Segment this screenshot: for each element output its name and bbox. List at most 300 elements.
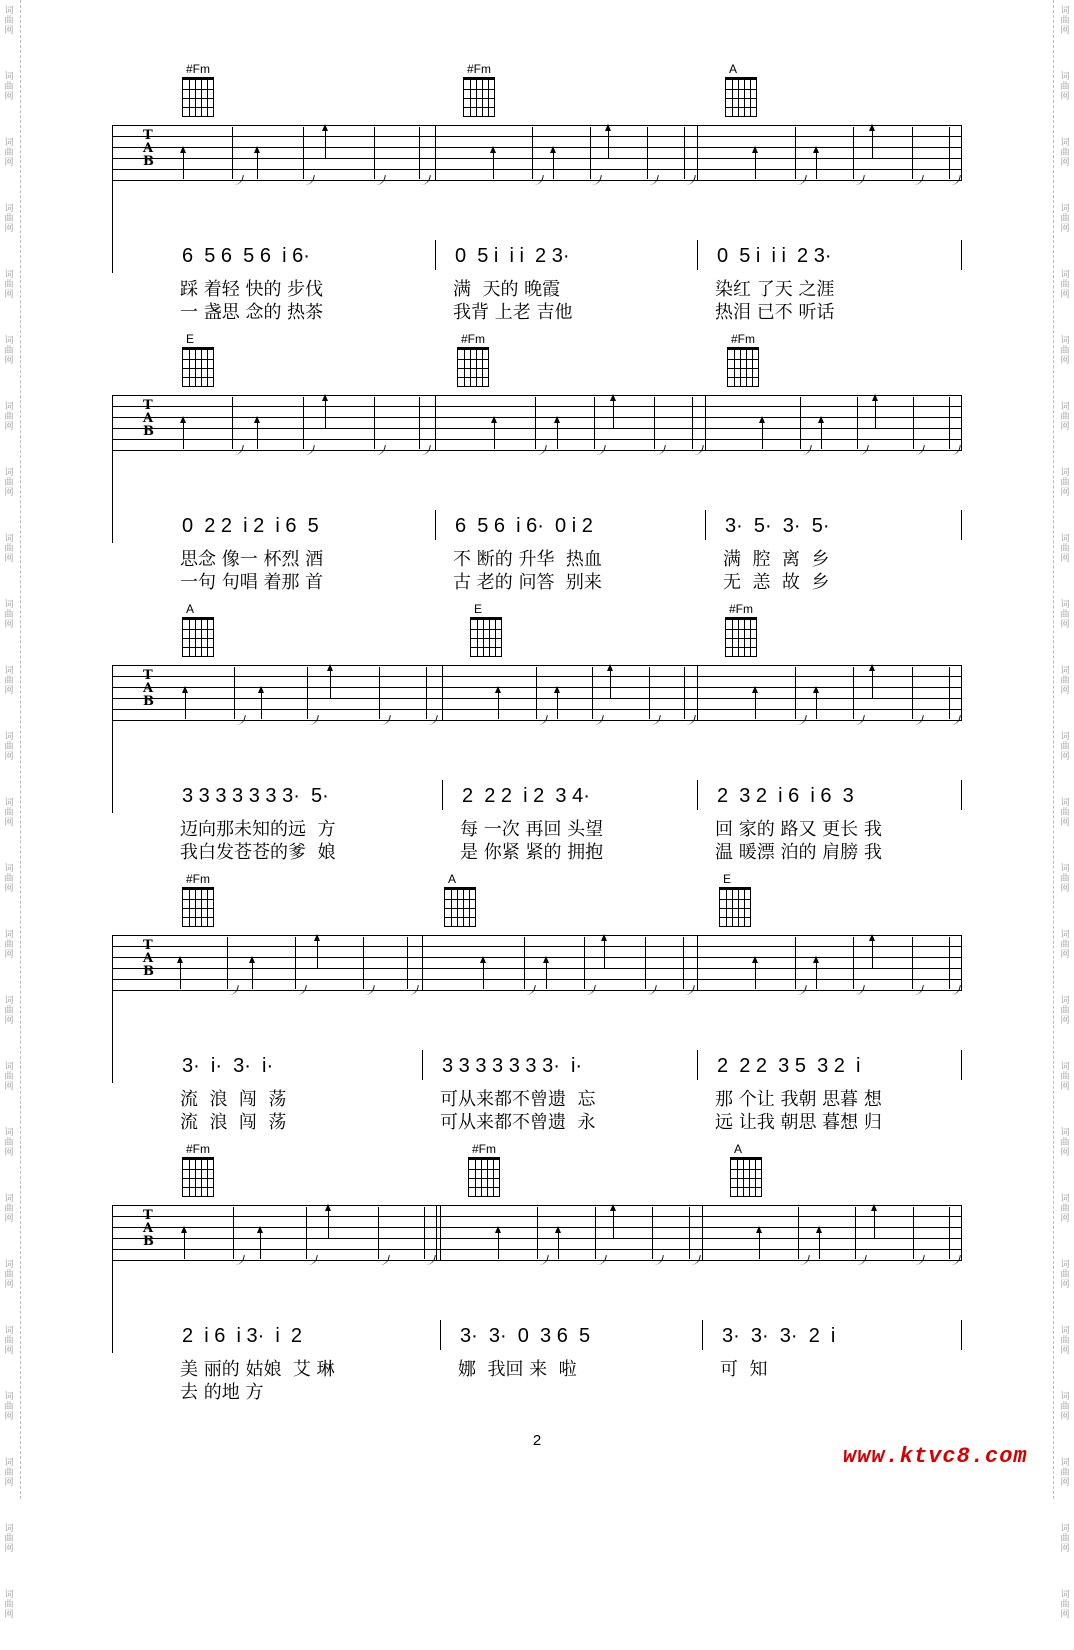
chord-name: A [734,1142,743,1156]
side-watermark-text: 词 曲 网 [4,732,14,762]
lyric-line-1: 那 个让 我朝 思暮 想 [715,1089,882,1110]
side-watermark-text: 词 曲 网 [4,138,14,168]
note-group: 0 5 i i i 2 3· [717,245,832,267]
lyric-line-1: 美 丽的 姑娘 艾 琳 [180,1359,335,1380]
lyric-line-2: 可从来都不曾遗 永 [440,1112,596,1133]
strum-down-note [590,127,591,179]
strum-down-note [949,1207,950,1259]
bar-line-end [961,935,962,990]
strum-down-note [692,397,693,449]
staff-line [112,169,962,170]
strum-up-arrow [604,935,605,969]
strum-up-arrow [819,1227,820,1259]
strum-down-note [594,397,595,449]
strum-down-note [233,1207,234,1259]
strum-up-arrow [872,665,873,699]
side-watermark-text: 词 曲 网 [4,1590,14,1620]
chord-grid [457,347,489,387]
chord-name: A [186,602,195,616]
lyric-line-1: 流 浪 闯 荡 [180,1089,287,1110]
strum-down-note [227,937,228,989]
staff-line [112,1205,962,1206]
bar-line [697,125,698,180]
staff-line [112,665,962,666]
note-group: 2 3 2 i 6 i 6 3 [717,785,854,807]
side-watermark-text: 词 曲 网 [1060,666,1070,696]
chord-grid [182,347,214,387]
tab-clef-letter: B [143,1234,154,1249]
left-dashed-border [20,0,21,1499]
strum-down-note [853,127,854,179]
right-watermark-strip [1058,0,1072,1650]
chord-name: #Fm [186,872,210,886]
strum-up-arrow [755,957,756,989]
side-watermark-text: 词 曲 网 [1060,996,1070,1026]
lyric-line-1: 每 一次 再回 头望 [460,819,604,840]
bar-line [697,935,698,990]
strum-down-note [949,397,950,449]
lyric-line-1: 思念 像一 杯烈 酒 [180,549,324,570]
strum-up-arrow [493,147,494,179]
strum-up-arrow [325,125,326,159]
strum-down-note [524,937,525,989]
bar-line-end [961,125,962,180]
numbered-notation [112,510,962,542]
right-dashed-border [1053,0,1054,1499]
side-watermark-text: 词 曲 网 [1060,732,1070,762]
note-group: 3 3 3 3 3 3 3· i· [442,1055,583,1077]
strum-up-arrow [180,957,181,989]
strum-down-note [295,937,296,989]
staff-line [112,439,962,440]
notation-bar-line [697,240,698,270]
site-logo: www.ktvc8.com [843,1444,1028,1469]
strum-up-arrow [872,125,873,159]
strum-up-arrow [184,1227,185,1259]
notation-bar-line-end [961,510,962,540]
strum-down-note [912,127,913,179]
notation-bar-line-end [961,1320,962,1350]
tab-staff [112,395,962,450]
notation-bar-line [697,1050,698,1080]
strum-down-note [307,667,308,719]
staff-line [112,990,962,991]
strum-down-note [374,397,375,449]
side-watermark-text: 词 曲 网 [4,1524,14,1554]
tab-clef-letter: B [143,964,154,979]
strum-up-arrow [257,147,258,179]
strum-down-note [536,667,537,719]
tab-clef-letter: T [143,1208,153,1223]
note-group: 2 i 6 i 3· i 2 [182,1325,303,1347]
side-watermark-text: 词 曲 网 [1060,864,1070,894]
strum-down-note [853,937,854,989]
chord-grid [719,887,751,927]
strum-down-note [407,937,408,989]
bar-line [422,935,423,990]
side-watermark-text: 词 曲 网 [1060,270,1070,300]
lyric-line-2: 古 老的 问答 别来 [453,572,602,593]
side-watermark-text: 词 曲 网 [1060,534,1070,564]
staff-line [112,935,962,936]
strum-down-note [689,1207,690,1259]
chord-name: E [474,602,483,616]
strum-down-note [853,667,854,719]
strum-down-note [949,127,950,179]
note-group: 6 5 6 i 6· 0 i 2 [455,515,593,537]
strum-up-arrow [557,417,558,449]
strum-down-note [684,667,685,719]
double-bar-line [436,1205,437,1260]
strum-down-note [684,127,685,179]
staff-line [112,968,962,969]
tab-clef-letter: T [143,938,153,953]
notation-bar-line [422,1050,423,1080]
notation-bar-line [435,240,436,270]
strum-up-arrow [183,417,184,449]
side-watermark-text: 词 曲 网 [4,270,14,300]
strum-up-arrow [759,1227,760,1259]
lyric-line-1: 迈向那未知的远 方 [180,819,336,840]
chord-name: E [723,872,732,886]
strum-up-arrow [328,1205,329,1239]
note-group: 2 2 2 i 2 3 4· [462,785,590,807]
strum-up-arrow [875,395,876,429]
side-watermark-text: 词 曲 网 [4,468,14,498]
lyric-line-1: 满 天的 晚霞 [453,279,561,300]
bar-line [442,665,443,720]
side-watermark-text: 词 曲 网 [1060,72,1070,102]
notation-bar-line [705,510,706,540]
note-group: 3· i· 3· i· [182,1055,274,1077]
bar-line [435,395,436,450]
notation-bar-line-end [961,240,962,270]
chord-grid [463,77,495,117]
strum-up-arrow [610,665,611,699]
note-group: 2 2 2 3 5 3 2 i [717,1055,861,1077]
lyric-line-1: 娜 我回 来 啦 [458,1359,577,1380]
numbered-notation [112,1320,962,1352]
strum-up-arrow [183,147,184,179]
side-watermark-text: 词 曲 网 [1060,1590,1070,1620]
side-watermark-text: 词 曲 网 [4,798,14,828]
side-watermark-text: 词 曲 网 [1060,1062,1070,1092]
staff-line [112,158,962,159]
strum-up-arrow [762,417,763,449]
side-watermark-text: 词 曲 网 [4,1194,14,1224]
note-group: 3· 5· 3· 5· [725,515,830,537]
strum-up-arrow [821,417,822,449]
side-watermark-text: 词 曲 网 [1060,6,1070,36]
side-watermark-text: 词 曲 网 [4,600,14,630]
side-watermark-text: 词 曲 网 [1060,336,1070,366]
side-watermark-text: 词 曲 网 [4,666,14,696]
lyric-line-2: 我白发苍苍的爹 娘 [180,842,336,863]
staff-line [112,417,962,418]
strum-up-arrow [816,687,817,719]
tab-clef-letter: B [143,154,154,169]
tab-staff [112,125,962,180]
strum-up-arrow [330,665,331,699]
strum-down-note [795,667,796,719]
bar-line [697,665,698,720]
strum-up-arrow [755,687,756,719]
chord-name: #Fm [729,602,753,616]
strum-up-arrow [494,417,495,449]
note-group: 0 2 2 i 2 i 6 5 [182,515,319,537]
chord-name: A [448,872,457,886]
strum-up-arrow [498,1227,499,1259]
notation-bar-line [440,1320,441,1350]
chord-grid [730,1157,762,1197]
side-watermark-text: 词 曲 网 [4,402,14,432]
lyric-line-2: 无 恙 故 乡 [723,572,830,593]
tab-clef-letter: T [143,128,153,143]
numbered-notation [112,240,962,272]
chord-name: #Fm [186,1142,210,1156]
strum-down-note [857,397,858,449]
note-group: 3· 3· 3· 2 i [722,1325,836,1347]
strum-up-arrow [755,147,756,179]
strum-up-arrow [546,957,547,989]
tab-clef-letter: A [143,681,154,696]
strum-down-note [306,1207,307,1259]
strum-down-note [800,397,801,449]
strum-up-arrow [483,957,484,989]
strum-up-arrow [816,957,817,989]
tab-clef-letter: A [143,1221,154,1236]
side-watermark-text: 词 曲 网 [1060,600,1070,630]
side-watermark-text: 词 曲 网 [1060,402,1070,432]
strum-up-arrow [317,935,318,969]
bar-line [705,395,706,450]
staff-line [112,406,962,407]
strum-down-note [795,127,796,179]
lyric-line-1: 回 家的 路又 更长 我 [715,819,882,840]
side-watermark-text: 词 曲 网 [4,1128,14,1158]
notation-bar-line-end [961,780,962,810]
lyric-line-2: 远 让我 朝思 暮想 归 [715,1112,882,1133]
strum-down-note [584,937,585,989]
lyric-line-2: 一句 句唱 着那 首 [180,572,324,593]
staff-line [112,428,962,429]
chord-name: #Fm [186,62,210,76]
side-watermark-text: 词 曲 网 [1060,1524,1070,1554]
tab-clef-letter: T [143,398,153,413]
strum-down-note [855,1207,856,1259]
lyric-line-1: 可 知 [720,1359,768,1380]
strum-up-arrow [325,395,326,429]
strum-up-arrow [874,1205,875,1239]
strum-up-arrow [553,147,554,179]
bar-line [702,1205,703,1260]
chord-grid [725,77,757,117]
lyric-line-2: 是 你紧 紧的 拥抱 [460,842,604,863]
chord-grid [727,347,759,387]
bar-line-end [961,665,962,720]
strum-down-note [949,937,950,989]
tab-clef-letter: A [143,141,154,156]
strum-down-note [798,1207,799,1259]
side-watermark-text: 词 曲 网 [4,534,14,564]
side-watermark-text: 词 曲 网 [1060,930,1070,960]
side-watermark-text: 词 曲 网 [4,204,14,234]
strum-down-note [234,667,235,719]
lyric-line-1: 不 断的 升华 热血 [453,549,602,570]
lyric-line-1: 染红 了天 之涯 [715,279,835,300]
lyric-line-2: 流 浪 闯 荡 [180,1112,287,1133]
side-watermark-text: 词 曲 网 [4,1326,14,1356]
numbered-notation [112,780,962,812]
side-watermark-text: 词 曲 网 [1060,1260,1070,1290]
strum-down-note [426,667,427,719]
notation-bar-line [702,1320,703,1350]
strum-down-note [378,1207,379,1259]
staff-line [112,957,962,958]
side-watermark-text: 词 曲 网 [1060,1458,1070,1488]
strum-down-note [647,127,648,179]
chord-grid [468,1157,500,1197]
strum-up-arrow [260,1227,261,1259]
strum-up-arrow [872,935,873,969]
staff-line [112,147,962,148]
bar-line-end [961,1205,962,1260]
side-watermark-text: 词 曲 网 [1060,1326,1070,1356]
side-watermark-text: 词 曲 网 [4,1458,14,1488]
strum-down-note [374,127,375,179]
staff-line [112,125,962,126]
side-watermark-text: 词 曲 网 [1060,798,1070,828]
left-watermark-strip [2,0,16,1650]
strum-down-note [303,127,304,179]
note-group: 0 5 i i i 2 3· [455,245,570,267]
strum-down-note [363,937,364,989]
strum-up-arrow [557,687,558,719]
chord-grid [725,617,757,657]
chord-grid [182,617,214,657]
side-watermark-text: 词 曲 网 [1060,1392,1070,1422]
chord-name: A [729,62,738,76]
strum-down-note [949,667,950,719]
lyric-line-2: 热泪 已不 听话 [715,302,835,323]
notation-bar-line [442,780,443,810]
strum-down-note [535,397,536,449]
lyric-line-2: 我背 上老 吉他 [453,302,573,323]
staff-line [112,979,962,980]
strum-down-note [303,397,304,449]
strum-down-note [419,127,420,179]
note-group: 3· 3· 0 3 6 5 [460,1325,591,1347]
strum-down-note [232,127,233,179]
strum-down-note [913,1207,914,1259]
strum-up-arrow [558,1227,559,1259]
side-watermark-text: 词 曲 网 [1060,1128,1070,1158]
notation-bar-line-end [961,1050,962,1080]
lyric-line-1: 可从来都不曾遗 忘 [440,1089,596,1110]
staff-line [112,136,962,137]
strum-down-note [913,397,914,449]
strum-up-arrow [613,395,614,429]
chord-grid [182,1157,214,1197]
chord-name: #Fm [472,1142,496,1156]
tab-staff [112,665,962,720]
strum-up-arrow [498,687,499,719]
tab-clef-letter: A [143,411,154,426]
strum-down-note [645,937,646,989]
staff-line [112,395,962,396]
side-watermark-text: 词 曲 网 [4,1260,14,1290]
strum-down-note [652,1207,653,1259]
side-watermark-text: 词 曲 网 [1060,1194,1070,1224]
note-group: 6 5 6 5 6 i 6· [182,245,310,267]
strum-down-note [592,667,593,719]
side-watermark-text: 词 曲 网 [4,72,14,102]
lyric-line-2: 温 暖漂 泊的 肩膀 我 [715,842,882,863]
side-watermark-text: 词 曲 网 [4,930,14,960]
side-watermark-text: 词 曲 网 [1060,468,1070,498]
strum-down-note [683,937,684,989]
strum-down-note [532,127,533,179]
strum-down-note [232,397,233,449]
strum-down-note [654,397,655,449]
tab-staff [112,935,962,990]
chord-name: #Fm [461,332,485,346]
strum-up-arrow [252,957,253,989]
strum-up-arrow [185,687,186,719]
strum-down-note [424,1207,425,1259]
notation-bar-line [435,510,436,540]
chord-name: #Fm [731,332,755,346]
chord-grid [470,617,502,657]
chord-grid [182,77,214,117]
side-watermark-text: 词 曲 网 [4,1062,14,1092]
tab-clef-letter: T [143,668,153,683]
numbered-notation [112,1050,962,1082]
strum-up-arrow [816,147,817,179]
lyric-line-1: 踩 着轻 快的 步伐 [180,279,324,300]
notation-bar-line [697,780,698,810]
strum-down-note [537,1207,538,1259]
side-watermark-text: 词 曲 网 [4,1392,14,1422]
chord-grid [182,887,214,927]
chord-name: E [186,332,195,346]
lyric-line-1: 满 腔 离 乡 [723,549,830,570]
side-watermark-text: 词 曲 网 [4,6,14,36]
strum-down-note [379,667,380,719]
tab-staff [112,1205,962,1260]
page-number: 2 [532,1432,542,1449]
side-watermark-text: 词 曲 网 [4,336,14,366]
lyric-line-2: 一 盏思 念的 热茶 [180,302,324,323]
tab-clef-letter: B [143,694,154,709]
tab-clef-letter: A [143,951,154,966]
chord-grid [444,887,476,927]
strum-up-arrow [261,687,262,719]
staff-line [112,946,962,947]
tab-clef-letter: B [143,424,154,439]
strum-down-note [795,937,796,989]
strum-up-arrow [613,1205,614,1239]
bar-line-end [961,395,962,450]
strum-up-arrow [257,417,258,449]
bar-line [435,125,436,180]
side-watermark-text: 词 曲 网 [1060,204,1070,234]
side-watermark-text: 词 曲 网 [4,996,14,1026]
chord-name: #Fm [467,62,491,76]
strum-down-note [912,667,913,719]
strum-down-note [595,1207,596,1259]
side-watermark-text: 词 曲 网 [4,864,14,894]
